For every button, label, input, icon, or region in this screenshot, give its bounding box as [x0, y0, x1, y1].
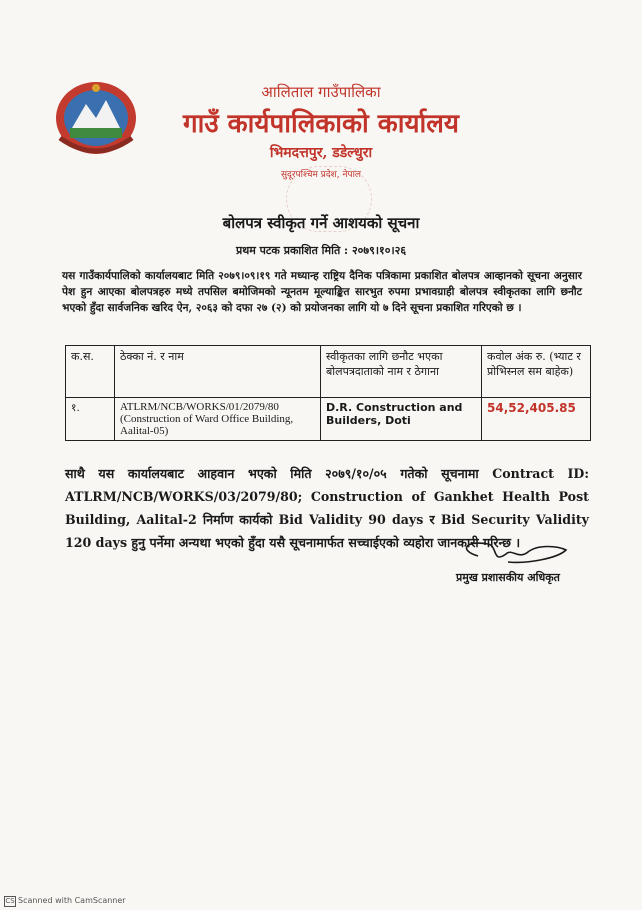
cell-bidder: D.R. Construction and Builders, Doti [321, 398, 482, 441]
table-row [66, 398, 591, 441]
camscanner-icon: CS [5, 897, 15, 905]
municipality-name: आलिताल गाउँपालिका [261, 83, 381, 101]
notice-title: बोलपत्र स्वीकृत गर्ने आशयको सूचना [222, 214, 420, 232]
cell-contract: ATLRM/NCB/WORKS/01/2079/80 (Construction of Ward Office Building, Aalital-05) [115, 398, 321, 441]
signatory-title: प्रमुख प्रशासकीय अधिकृत [456, 571, 560, 584]
cell-sn: १. [66, 398, 115, 441]
col-header-amount: कवोल अंक रु. (भ्याट र प्रोभिस्नल सम बाहेक) [482, 346, 591, 398]
cell-amount: 54,52,405.85 [482, 398, 591, 441]
col-header-sn: क.स. [66, 346, 115, 398]
officer-signature [448, 536, 578, 572]
col-header-bidder: स्वीकृतका लागि छनौट भएका बोलपत्रदाताको नाम र ठेगाना [321, 346, 482, 398]
office-name: गाउँ कार्यपालिकाको कार्यालय [183, 109, 459, 139]
table-header-row [66, 346, 591, 398]
bid-table [65, 345, 591, 441]
office-location: भिमदत्तपुर, डडेल्धुरा [269, 145, 373, 161]
correction-notice: साथै यस कार्यालयबाट आहवान भएको मिति २०७९/१०/०५ गतेको सूचनामा Contract ID: ATLRM/NCB/WORKS/03/2079/80; Construction of Gankhet Health Post Building, Aalital-2 निर्माण कार्यको Bid Validity 90 days र Bid Security Validity 120 days हुनु पर्नेमा अन्यथा भएको हुँदा यसै सूचनामार्फत सच्चाईएको व्यहोरा जानकारी गरिन्छ । [65, 466, 589, 550]
publish-date: प्रथम पटक प्रकाशित मिति : २०७९।१०।२६ [235, 244, 407, 257]
col-header-contract: ठेक्का नं. र नाम [115, 346, 321, 398]
scanner-label: Scanned with CamScanner [18, 896, 126, 905]
notice-intro: यस गाउँकार्यपालिको कार्यालयबाट मिति २०७९।०९।१९ गते मध्यान्ह राष्ट्रिय दैनिक पत्रिकामा प्रकाशित बोलपत्र आव्हानको सूचना अनुसार पेश हुन आएका बोलपत्रहरु मध्ये तपसिल बमोजिमको न्यूनतम मूल्याङ्कित सारभुत रुपमा प्रभावग्राही बोलपत्र स्वीकृतका लागि छनौट भएको हुँदा सार्वजनिक खरिद ऐन, २०६३ को दफा २७ (२) को प्रयोजनका लागि यो ७ दिने सूचना प्रकाशित गरिएको छ । [62, 270, 582, 314]
province-name: सुदूरपश्चिम प्रदेश, नेपाल [280, 170, 362, 180]
scanner-watermark [4, 896, 126, 907]
